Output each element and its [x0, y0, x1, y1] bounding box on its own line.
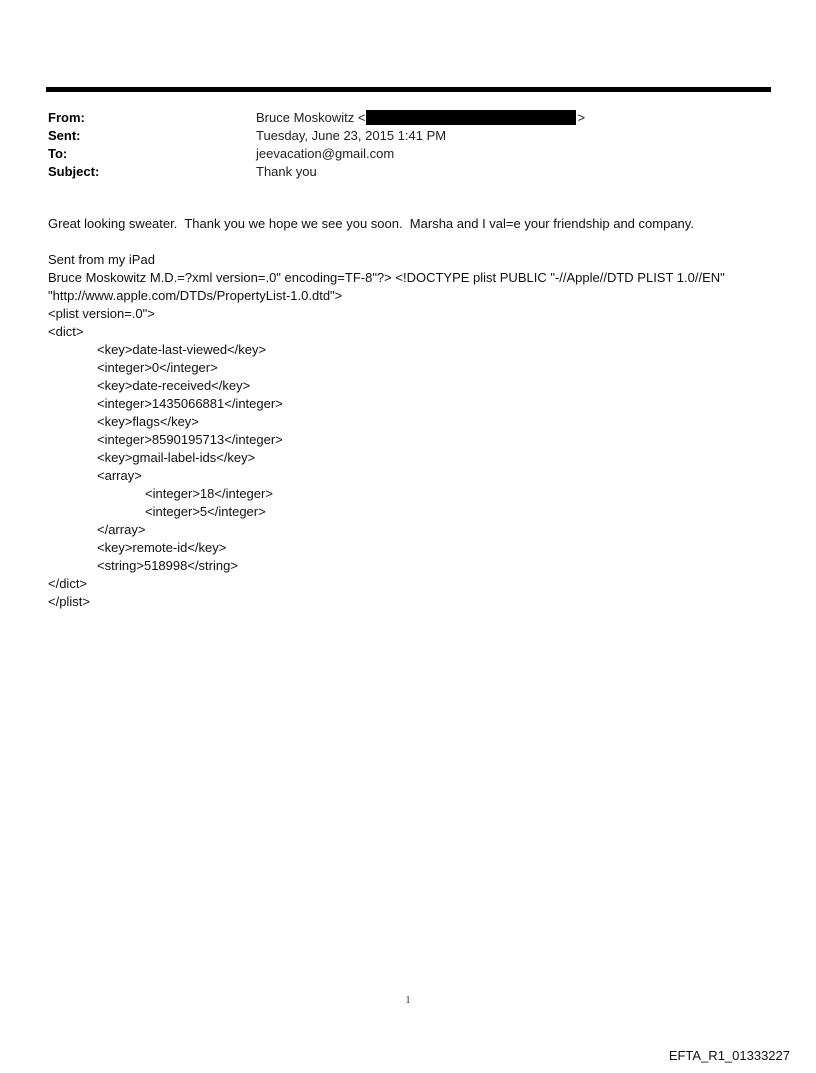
body-line: <key>flags</key> — [97, 414, 199, 429]
message-text: Great looking sweater. Thank you we hope we see you soon. Marsha and I val=e your friendship and company. — [48, 216, 694, 231]
from-value — [256, 109, 585, 127]
from-close: > — [577, 110, 586, 125]
from-row — [48, 109, 768, 127]
page-number: 1 — [405, 995, 411, 1006]
to-value: jeevacation@gmail.com — [256, 146, 395, 161]
body-line: </array> — [97, 522, 146, 537]
header-divider — [46, 87, 771, 92]
email-header — [48, 109, 768, 181]
subject-row — [48, 163, 768, 181]
document-id: EFTA_R1_01333227 — [668, 1048, 790, 1063]
to-label: To: — [48, 146, 68, 161]
to-row — [48, 145, 768, 163]
body-line: </plist> — [48, 594, 90, 609]
sent-row — [48, 127, 768, 145]
from-label: From: — [48, 110, 85, 125]
sent-label: Sent: — [48, 128, 81, 143]
body-line: <integer>0</integer> — [97, 360, 218, 375]
body-line: Bruce Moskowitz M.D.=?xml version=.0" encoding=TF-8"?> <!DOCTYPE plist PUBLIC "-//Apple//DTD PLIST 1.0//EN" — [48, 270, 725, 285]
body-line: <plist version=.0"> — [48, 306, 155, 321]
body-line: Sent from my iPad — [48, 252, 155, 267]
body-line: <integer>5</integer> — [145, 504, 266, 519]
body-line: <dict> — [48, 324, 84, 339]
body-line: <string>518998</string> — [97, 558, 238, 573]
body-line: <key>date-last-viewed</key> — [97, 342, 267, 357]
body-line: <key>date-received</key> — [97, 378, 251, 393]
sent-value: Tuesday, June 23, 2015 1:41 PM — [256, 128, 447, 143]
subject-label: Subject: — [48, 164, 100, 179]
body-line: <array> — [97, 468, 142, 483]
body-line: <key>remote-id</key> — [97, 540, 227, 555]
from-name: Bruce Moskowitz < — [256, 110, 366, 125]
email-body — [48, 215, 778, 611]
body-line: "http://www.apple.com/DTDs/PropertyList-1.0.dtd"> — [48, 288, 343, 303]
body-line: <key>gmail-label-ids</key> — [97, 450, 256, 465]
body-line: <integer>8590195713</integer> — [97, 432, 283, 447]
body-line: <integer>18</integer> — [145, 486, 273, 501]
subject-value: Thank you — [256, 164, 317, 179]
redacted-email — [366, 110, 576, 125]
body-line: <integer>1435066881</integer> — [97, 396, 283, 411]
body-line: </dict> — [48, 576, 88, 591]
